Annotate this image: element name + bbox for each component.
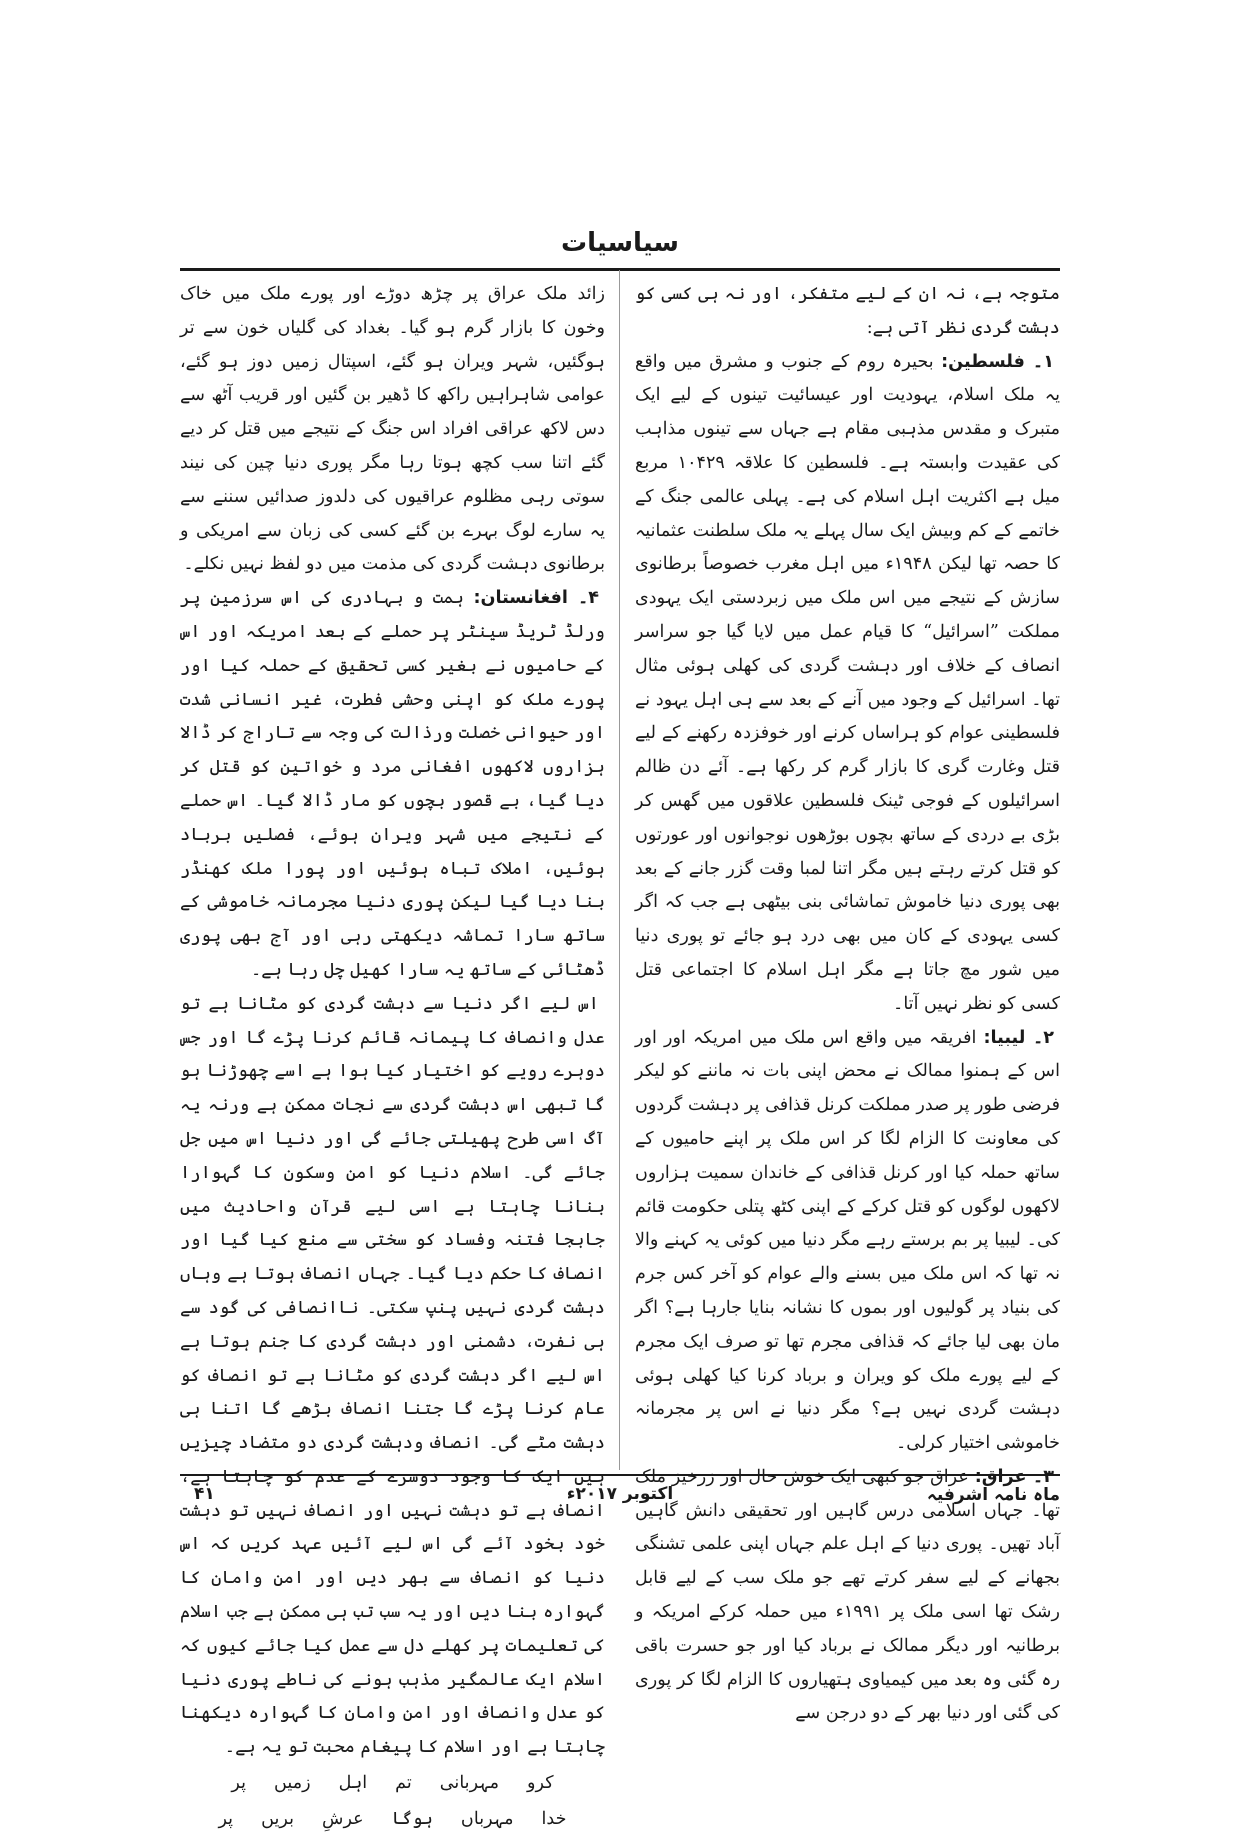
- iraq-heading: ۳۔ عراق:: [974, 1466, 1054, 1487]
- couplet-line-1: [180, 1765, 605, 1801]
- issue-date: اکتوبر ۲۰۱۷ء: [566, 1484, 674, 1504]
- footer-rule: [180, 1474, 1060, 1476]
- poem-word: پر: [218, 1809, 234, 1830]
- page-footer: [180, 1484, 1060, 1520]
- closing-couplet: [180, 1765, 605, 1837]
- afghanistan-heading: ۴۔ افغانستان:: [473, 588, 600, 609]
- conclusion-paragraph: اس لیے اگر دنیا سے دہشت گردی کو مٹانا ہے تو عدل وانصاف کا پیمانہ قائم کرنا پڑے گا اور جس دوہرے رویے کو اختیار کیا ہوا ہے اسے چھوڑنا ہو گا تبھی اس دہشت گردی سے نجات ممکن ہے ورنہ یہ آگ اسی طرح پھیلتی جائے گی اور دنیا اس میں جل جائے گی۔ اسلام دنیا کو امن وسکون کا گہوارا بنانا چاہتا ہے اسی لیے قرآن واحادیث میں جابجا فتنہ وفساد کو سختی سے منع کیا گیا اور انصاف کا حکم دیا گیا۔ جہاں انصاف ہوتا ہے وہاں دہشت گردی نہیں پنپ سکتی۔ ناانصافی کی گود سے ہی نفرت، دشمنی اور دہشت گردی کا جنم ہوتا ہے اس لیے اگر دہشت گردی کو مٹانا ہے تو انصاف کو عام کرنا پڑے گا جتنا انصاف بڑھے گا اتنا ہی دہشت مٹے گی۔ انصاف ودہشت گردی دو متضاد چیزیں ہیں ایک کا وجود دوسرے کے عدم کو چاہتا ہے، انصاف ہے تو دہشت نہیں اور انصاف نہیں تو دہشت خود بخود آئے گی اس لیے آئیں عہد کریں کہ اس دنیا کو انصاف سے بھر دیں اور امن وامان کا گہوارہ بنا دیں اور یہ سب تب ہی ممکن ہے جب اسلام کی تعلیمات پر کھلے دل سے عمل کیا جائے کیوں کہ اسلام ایک عالمگیر مذہب ہونے کی ناطے پوری دنیا کو عدل وانصاف اور امن وامان کا گہوارہ دیکھنا چاہتا ہے اور اسلام کا پیغام محبت تو یہ ہے۔: [180, 993, 605, 1758]
- iraq-text: عراق جو کبھی ایک خوش حال اور زرخیز ملک تھا۔ جہاں اسلامی درس گاہیں اور تحقیقی دانش گاہیں آباد تھیں۔ پوری دنیا کے اہل علم جہاں اپنی علمی تشنگی بجھانے کے لیے سفر کرتے تھے جو ملک سب کے لیے قابل رشک تھا اسی ملک پر ۱۹۹۱ء میں حملہ کرکے امریکہ و برطانیہ اور دیگر ممالک نے برباد کیا اور جو حسرت باقی رہ گئی وہ بعد میں کیمیاوی ہتھیاروں کا الزام لگا کر پوری کی گئی اور دنیا بھر کے دو درجن سے: [635, 1466, 1060, 1724]
- afghanistan-text: ہمت و بہادری کی اس سرزمین پر ورلڈ ٹریڈ سینٹر پر حملے کے بعد امریکہ اور اس کے حامیوں نے بغیر کسی تحقیق کے حملہ کیا اور پورے ملک کو اپنی وحشی فطرت، غیر انسانی شدت اور حیوانی خصلت ورذالت کی وجہ سے تاراج کر ڈالا ہزاروں لاکھوں افغانی مرد و خواتین کو قتل کر دیا گیا، بے قصور بچوں کو مار ڈالا گیا۔ اس حملے کے نتیجے میں شہر ویران ہوئے، فصلیں برباد ہوئیں، املاک تباہ ہوئیں اور پورا ملک کھنڈر بنا دیا گیا لیکن پوری دنیا مجرمانہ خاموشی کے ساتھ سارا تماشہ دیکھتی رہی اور آج بھی پوری ڈھٹائی کے ساتھ یہ سارا کھیل چل رہا ہے۔: [180, 588, 605, 980]
- libya-text: افریقہ میں واقع اس ملک میں امریکہ اور اور اس کے ہمنوا ممالک نے محض اپنی بات نہ ماننے کو لیکر فرضی طور پر صدر مملکت کرنل قذافی پر دہشت گردوں کی معاونت کا الزام لگا کر اس ملک پر اپنے حامیوں کے ساتھ حملہ کیا اور کرنل قذافی کے خاندان سمیت ہزاروں لاکھوں لوگوں کو قتل کرکے کے اپنی کٹھ پتلی حکومت قائم کی۔ لیبیا پر بم برستے رہے مگر دنیا میں کوئی یہ کہنے والا نہ تھا کہ اس ملک میں بسنے والے عوام کو آخر کس جرم کی بنیاد پر گولیوں اور بموں کا نشانہ بنایا جارہا ہے؟ اگر مان بھی لیا جائے کہ قذافی مجرم تھا تو صرف ایک مجرم کے لیے پورے ملک کو ویران و برباد کرنا کیا کھلی ہوئی دہشت گردی نہیں ہے؟ مگر دنیا نے اس پر مجرمانہ خاموشی اختیار کرلی۔: [635, 1027, 1060, 1454]
- header-rule: [180, 268, 1060, 271]
- afghanistan-paragraph: [180, 582, 605, 988]
- poem-word: زمیں: [274, 1773, 311, 1794]
- poem-word: مہربانی: [439, 1773, 500, 1794]
- libya-paragraph: [635, 1022, 1060, 1461]
- poem-word: پر: [231, 1773, 246, 1794]
- section-title: سیاسیات: [560, 228, 679, 258]
- poem-word: ہوگا: [391, 1809, 433, 1830]
- poem-word: خدا: [541, 1809, 567, 1830]
- poem-word: تم: [395, 1773, 412, 1794]
- couplet-line-2: [180, 1801, 605, 1837]
- magazine-name: ماہ نامہ اشرفیہ: [926, 1485, 1060, 1505]
- palestine-heading: ۱۔ فلسطین:: [941, 351, 1054, 372]
- poem-word: اہل: [338, 1773, 368, 1794]
- palestine-paragraph: [635, 346, 1060, 1022]
- intro-paragraph: متوجہ ہے، نہ ان کے لیے متفکر، اور نہ ہی کسی کو دہشت گردی نظر آتی ہے:: [635, 284, 1060, 338]
- poem-word: کرو: [527, 1773, 554, 1794]
- palestine-text: بحیرہ روم کے جنوب و مشرق میں واقع یہ ملک اسلام، یہودیت اور عیسائیت تینوں کے لیے ایک متبرک و مقدس مذہبی مقام ہے جہاں سے تینوں مذاہب کی عقیدت وابستہ ہے۔ فلسطین کا علاقہ ۱۰۴۲۹ مربع میل ہے اکثریت اہل اسلام کی ہے۔ پہلی عالمی جنگ کے خاتمے کے کم وبیش ایک سال پہلے یہ ملک سلطنت عثمانیہ کا حصہ تھا لیکن ۱۹۴۸ء میں اہل مغرب خصوصاً برطانوی سازش کے نتیجے میں اس ملک میں زبردستی ایک یہودی مملکت ”اسرائیل“ کا قیام عمل میں لایا گیا جو سراسر انصاف کے خلاف اور دہشت گردی کی کھلی ہوئی مثال تھا۔ اسرائیل کے وجود میں آنے کے بعد سے ہی اہل یہود نے فلسطینی عوام کو ہراساں کرنے اور خوفزدہ رکھنے کے لیے قتل وغارت گری کا بازار گرم کر رکھا ہے۔ آئے دن ظالم اسرائیلوں کے فوجی ٹینک فلسطین علاقوں میں گھس کر بڑی بے دردی کے ساتھ بچوں بوڑھوں نوجوانوں اور عورتوں کو قتل کرتے رہتے ہیں مگر اتنا لمبا وقت گزر جانے کے بعد بھی پوری دنیا خاموش تماشائی بنی بیٹھی ہے جب کہ اگر کسی یہودی کے کان میں بھی درد ہو جائے تو پوری دنیا میں شور مچ جاتا ہے مگر اہل اسلام کا اجتماعی قتل کسی کو نظر نہیں آتا۔: [635, 351, 1060, 1014]
- poem-word: بریں: [261, 1809, 294, 1830]
- page-number: ۴۱: [194, 1484, 215, 1504]
- poem-word: عرشِ: [321, 1809, 364, 1830]
- column-divider: [619, 270, 620, 1470]
- libya-heading: ۲۔ لیبیا:: [983, 1027, 1055, 1048]
- iraq-continuation: زائد ملک عراق پر چڑھ دوڑے اور پورے ملک میں خاک وخون کا بازار گرم ہو گیا۔ بغداد کی گلیاں خون سے تر ہوگئیں، شہر ویران ہو گئے، اسپتال زمیں دوز ہو گئے، عوامی شاہراہیں راکھ کا ڈھیر بن گئیں اور قریب آٹھ سے دس لاکھ عراقی افراد اس جنگ کے نتیجے میں قتل کر دیے گئے اتنا سب کچھ ہوتا رہا مگر پوری دنیا چین کی نیند سوتی رہی مظلوم عراقیوں کی دلدوز صدائیں سننے سے یہ سارے لوگ بہرے بن گئے کسی کی زبان سے امریکی و برطانوی دہشت گردی کی مذمت میں دو لفظ نہیں نکلے۔: [180, 284, 605, 575]
- poem-word: مہرباں: [460, 1809, 514, 1830]
